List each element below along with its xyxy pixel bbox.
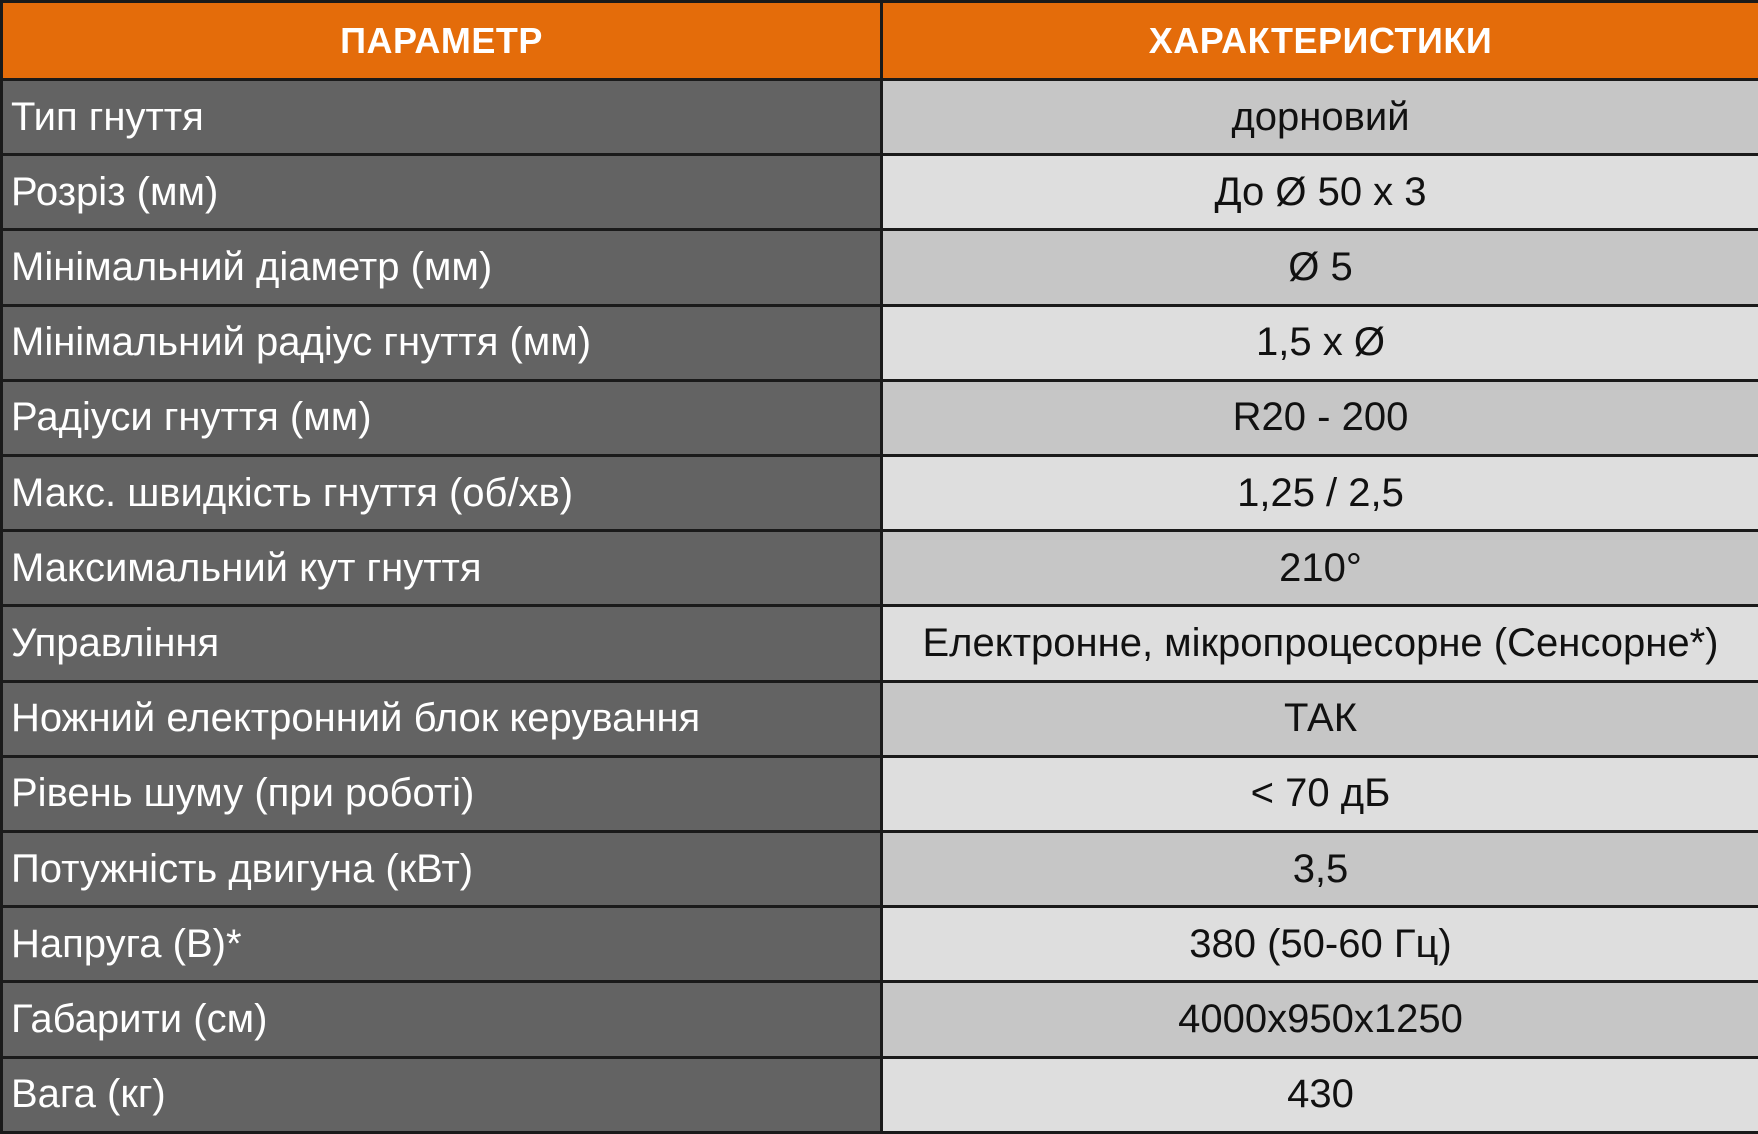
param-cell: Розріз (мм) [2, 155, 882, 230]
table-row [2, 832, 1758, 907]
value-cell: 4000x950x1250 [882, 982, 1758, 1057]
column-header-spec: ХАРАКТЕРИСТИКИ [882, 2, 1758, 80]
column-header-param: ПАРАМЕТР [2, 2, 882, 80]
table-row [2, 230, 1758, 305]
table-row [2, 155, 1758, 230]
table-row [2, 756, 1758, 831]
param-cell: Максимальний кут гнуття [2, 531, 882, 606]
value-cell: 430 [882, 1057, 1758, 1132]
value-cell: ТАК [882, 681, 1758, 756]
param-cell: Вага (кг) [2, 1057, 882, 1132]
param-cell: Управління [2, 606, 882, 681]
value-cell: 3,5 [882, 832, 1758, 907]
param-cell: Радіуси гнуття (мм) [2, 380, 882, 455]
param-cell: Габарити (см) [2, 982, 882, 1057]
table-row [2, 531, 1758, 606]
param-cell: Тип гнуття [2, 80, 882, 155]
table-row [2, 681, 1758, 756]
table-body [2, 80, 1758, 1133]
param-cell: Макс. швидкість гнуття (об/хв) [2, 456, 882, 531]
param-cell: Напруга (В)* [2, 907, 882, 982]
value-cell: < 70 дБ [882, 756, 1758, 831]
value-cell: 1,25 / 2,5 [882, 456, 1758, 531]
table-row [2, 606, 1758, 681]
value-cell: дорновий [882, 80, 1758, 155]
param-cell: Рівень шуму (при роботі) [2, 756, 882, 831]
table-row [2, 907, 1758, 982]
param-cell: Потужність двигуна (кВт) [2, 832, 882, 907]
table-row [2, 1057, 1758, 1132]
param-cell: Мінімальний діаметр (мм) [2, 230, 882, 305]
param-cell: Ножний електронний блок керування [2, 681, 882, 756]
table-row [2, 380, 1758, 455]
value-cell: 1,5 x Ø [882, 305, 1758, 380]
table-row [2, 80, 1758, 155]
value-cell: Електронне, мікропроцесорне (Сенсорне*) [882, 606, 1758, 681]
table-row [2, 305, 1758, 380]
value-cell: 210° [882, 531, 1758, 606]
header-row [2, 2, 1758, 80]
table-header [2, 2, 1758, 80]
value-cell: 380 (50-60 Гц) [882, 907, 1758, 982]
value-cell: До Ø 50 x 3 [882, 155, 1758, 230]
param-cell: Мінімальний радіус гнуття (мм) [2, 305, 882, 380]
table-row [2, 456, 1758, 531]
value-cell: Ø 5 [882, 230, 1758, 305]
value-cell: R20 - 200 [882, 380, 1758, 455]
table-row [2, 982, 1758, 1057]
